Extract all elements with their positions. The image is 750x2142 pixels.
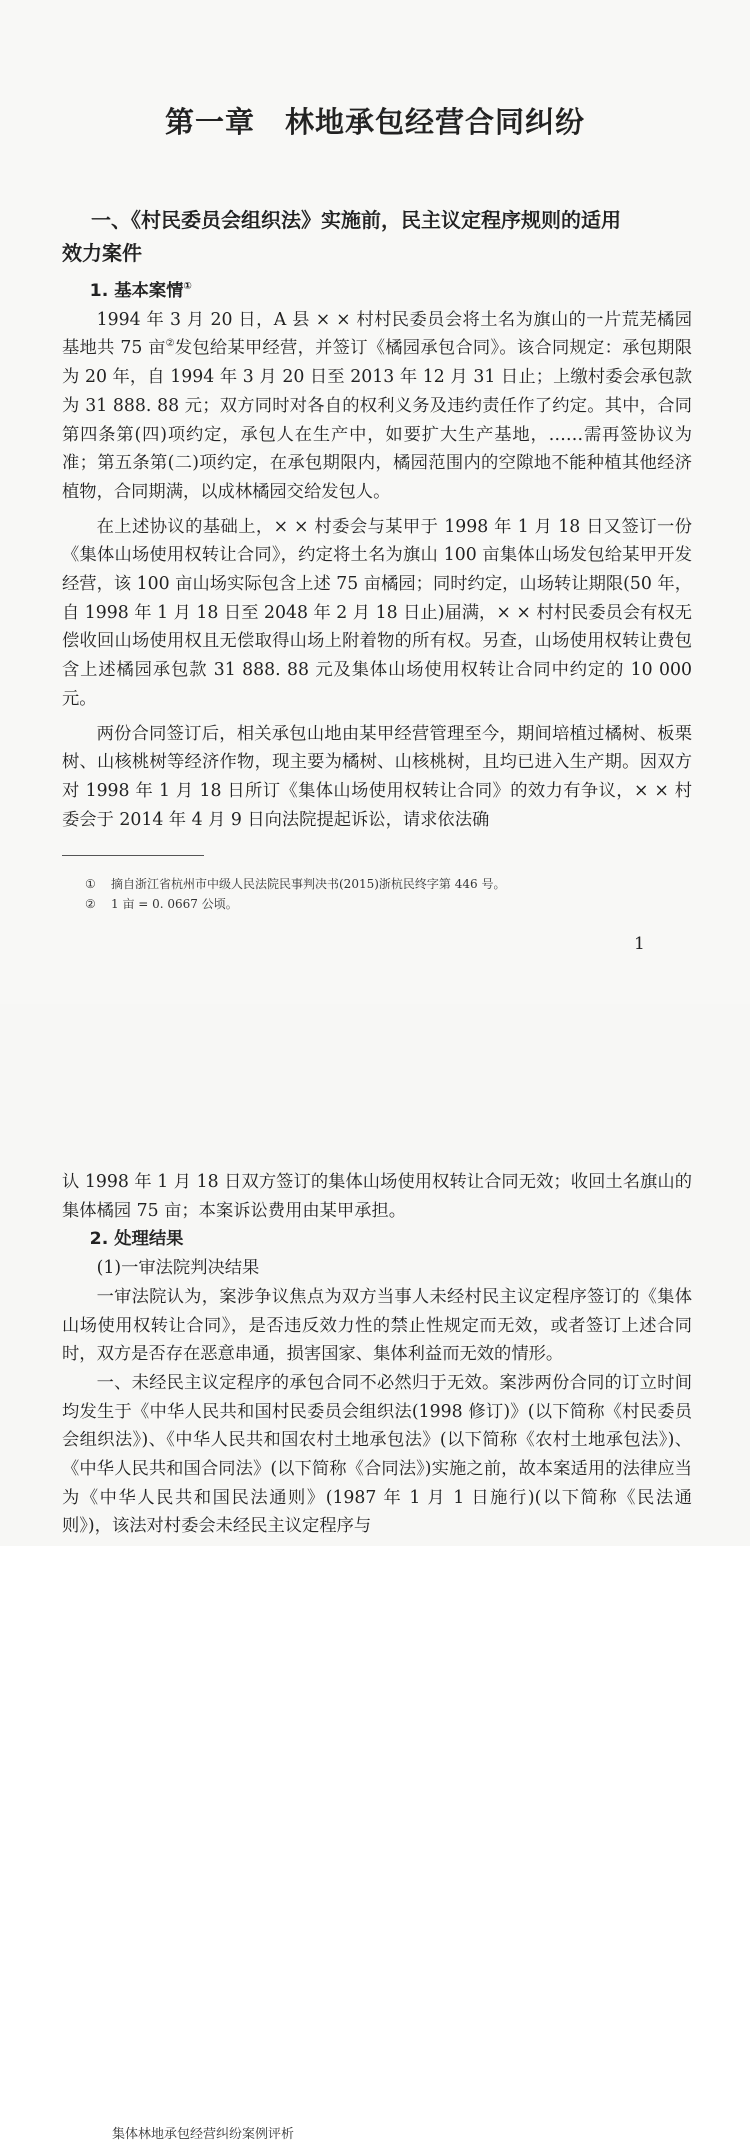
page-2-body (62, 1168, 692, 1541)
paragraph: 一、未经民主议定程序的承包合同不必然归于无效。案涉两份合同的订立时间均发生于《中华人民共和国村民委员会组织法(1998 修订)》(以下简称《村民委员会组织法》)、《中华人民共和国农村土地承包法》(以下简称《农村土地承包法》)、《中华人民共和国合同法》(以下简称《合同法》)实施之前，故本案适用的法律应当为《中华人民共和国民法通则》(1987 年 1 月 1 日施行)(以下简称《民法通则》)，该法对村委会未经民主议定程序与 (62, 1372, 692, 1537)
heading-result: 2. 处理结果 (89, 1229, 184, 1250)
footnote-mark: ① (85, 877, 96, 891)
chapter-title: 第一章 林地承包经营合同纠纷 (164, 105, 585, 139)
subheading: (1)一审法院判决结果 (96, 1258, 260, 1279)
footnote-text: 1 亩 = 0. 0667 公顷。 (111, 897, 238, 911)
paragraph-text: 发包给某甲经营，并签订《橘园承包合同》。该合同规定：承包期限为 20 年，自 1994 年 3 月 20 日至 2013 年 12 月 31 日止；上缴村委会承包款为 31 888. 88 元；双方同时对各自的权利义务及违约责任作了约定。其中，合同第四条第(四)项约定，承包人在生产中，如要扩大生产基地，……需再签协议为准；第五条第(二)项约定，在承包期限内，橘园范围内的空隙地不能种植其他经济植物，合同期满，以成林橘园交给发包人。 (62, 338, 692, 502)
paragraph-text: 1994 年 3 月 20 日，A 县 × × 村村民委员会将土名为旗山的一片荒芜橘园基地共 75 亩 (62, 309, 692, 359)
footnote-mark: ② (85, 897, 96, 911)
footnotes (85, 874, 645, 914)
footnote-ref-1[interactable]: ① (183, 281, 192, 293)
heading-basic-facts (62, 277, 692, 306)
paragraph: 在上述协议的基础上，× × 村委会与某甲于 1998 年 1 月 18 日又签订一份《集体山场使用权转让合同》，约定将土名为旗山 100 亩集体山场发包给某甲开发经营，该 100 亩山场实际包含上述 75 亩橘园；同时约定，山场转让期限(50 年，自 1998 年 1 月 18 日至 2048 年 2 月 18 日止)届满，× × 村村民委员会有权无偿收回山场使用权且无偿取得山场上附着物的所有权。另查，山场使用权转让费包含上述橘园承包款 31 888. 88 元及集体山场使用权转让合同中约定的 10 000 元。 (62, 516, 692, 709)
footnote-1 (85, 874, 645, 894)
paragraph: 一审法院认为，案涉争议焦点为双方当事人未经村民主议定程序签订的《集体山场使用权转让合同》，是否违反效力性的禁止性规定而无效，或者签订上述合同时，双方是否存在恶意串通，损害国家、集体利益而无效的情形。 (62, 1286, 692, 1365)
paragraph: 两份合同签订后，相关承包山地由某甲经营管理至今，期间培植过橘树、板栗树、山核桃树等经济作物，现主要为橘树、山核桃树，且均已进入生产期。因双方对 1998 年 1 月 18 日所订《集体山场使用权转让合同》的效力有争议，× × 村委会于 2014 年 4 月 9 日向法院提起诉讼，请求依法确 (62, 723, 692, 830)
paragraph (62, 306, 692, 507)
section-title (62, 204, 702, 270)
footnote-ref-2[interactable]: ② (165, 338, 175, 350)
section-title-line-2: 效力案件 (62, 241, 142, 265)
footnote-text: 摘自浙江省杭州市中级人民法院民事判决书(2015)浙杭民终字第 446 号。 (111, 877, 506, 891)
footnote-divider (62, 855, 204, 856)
page-1 (0, 0, 750, 1004)
section-title-line-1: 一、《村民委员会组织法》实施前，民主议定程序规则的适用 (91, 208, 621, 232)
heading-basic-facts-text: 1. 基本案情 (89, 281, 184, 301)
page-1-body (62, 277, 692, 834)
page-2 (0, 1004, 750, 2142)
paragraph: 认 1998 年 1 月 18 日双方签订的集体山场使用权转让合同无效；收回土名旗山的集体橘园 75 亩；本案诉讼费用由某甲承担。 (62, 1172, 692, 1221)
running-head: 集体林地承包经营纠纷案例评析 (112, 2127, 295, 2142)
footnote-2 (85, 894, 645, 914)
page-number: 1 (634, 934, 645, 954)
